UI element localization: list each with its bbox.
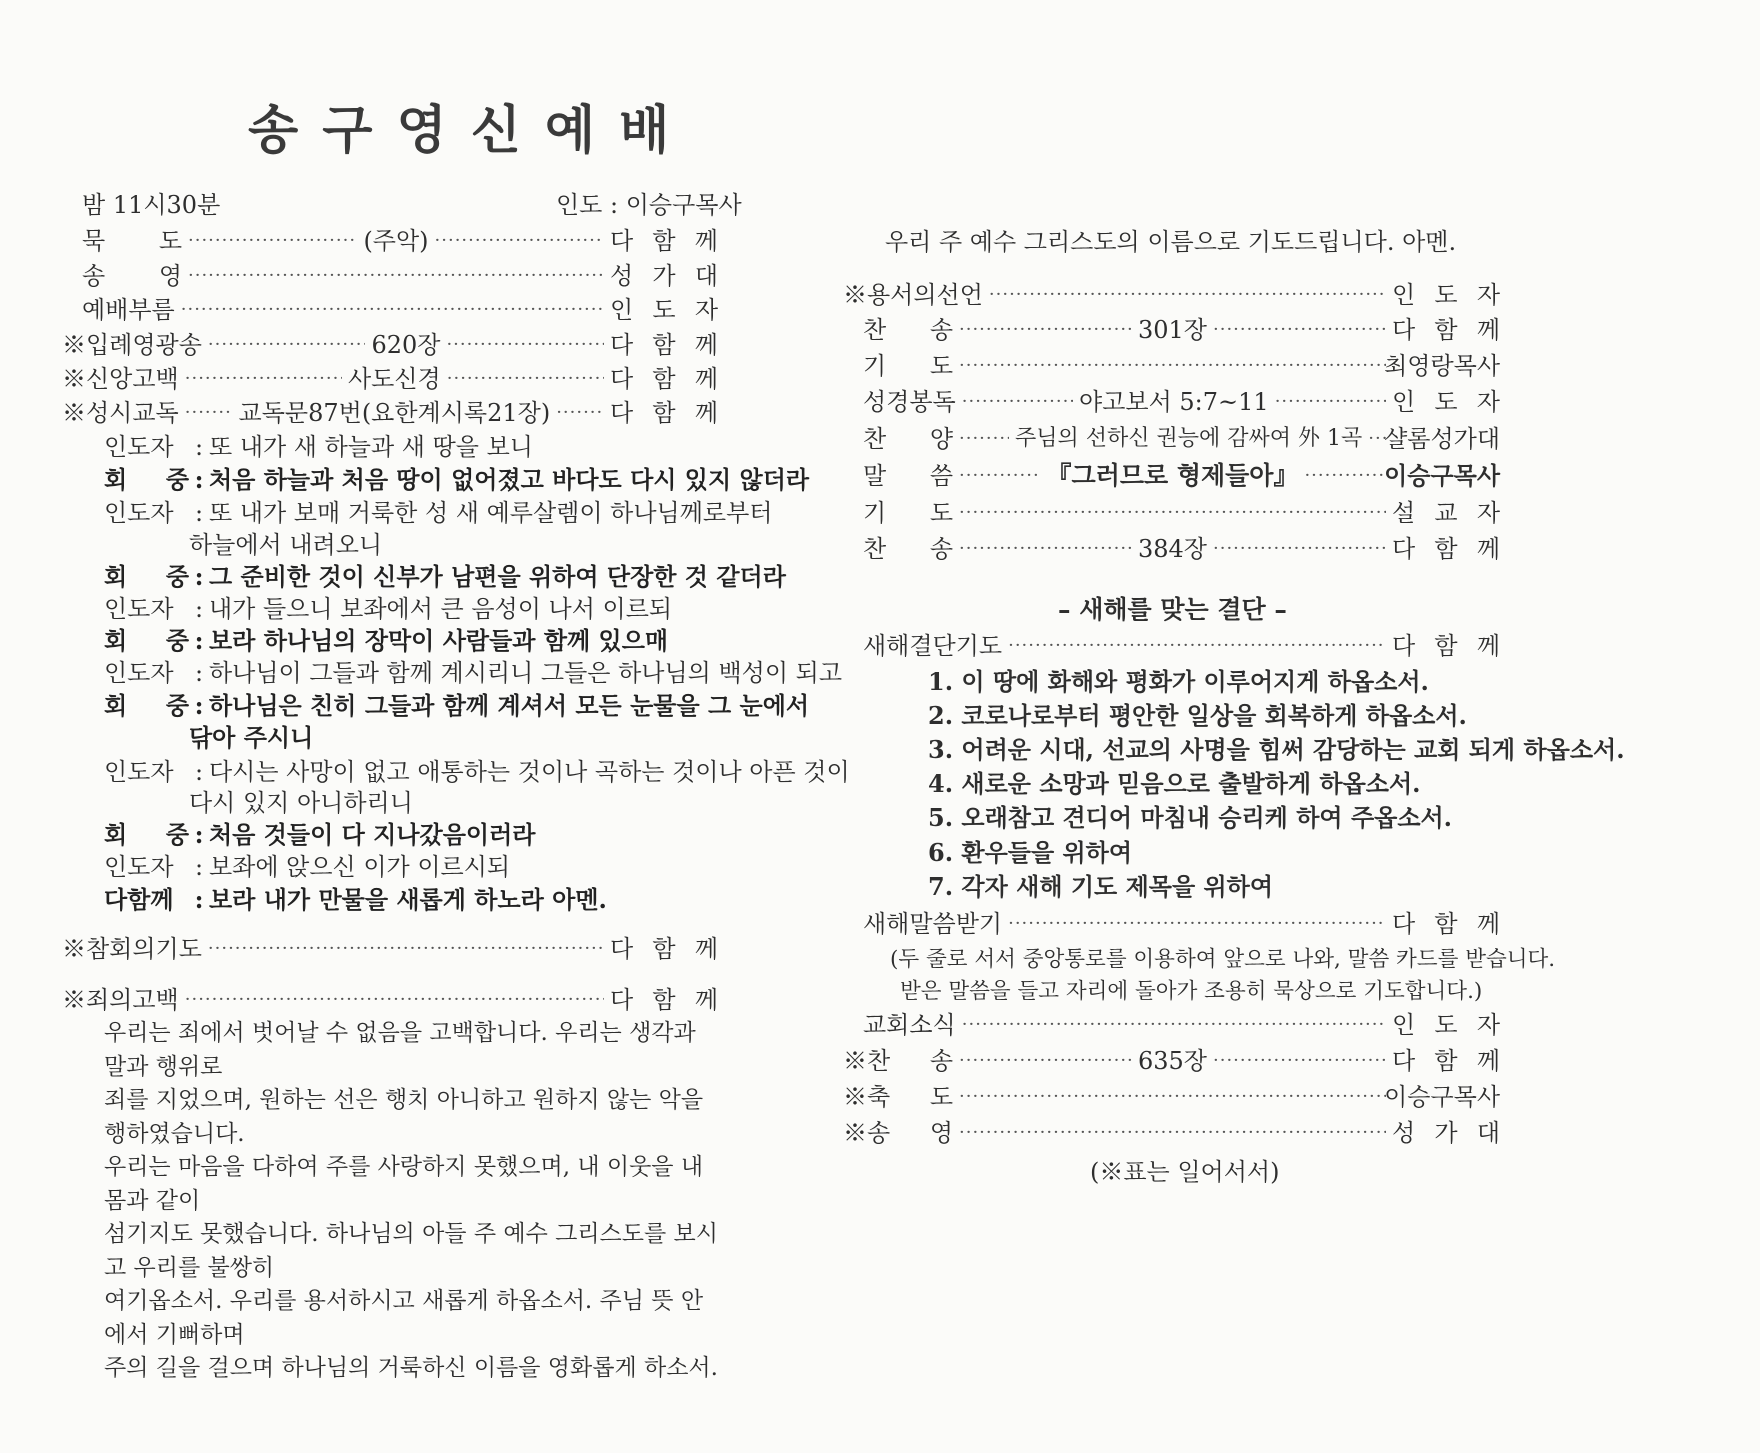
order-label: 성경봉독 [863,388,956,416]
order-label: 말 씀 [863,462,953,490]
order-detail: 384장 [1138,535,1207,563]
resolution-item: 3. 어려운 시대, 선교의 사명을 힘써 감당하는 교회 되게 하옵소서. [928,735,1625,764]
responsive-line: 회 중 : 처음 하늘과 처음 땅이 없어졌고 바다도 다시 있지 않더라 [104,465,810,494]
service-time: 밤 11시30분 [82,191,221,219]
order-item [843,1044,1500,1078]
order-item [82,293,718,327]
order-item [863,313,1500,347]
resolution-item: 5. 오래참고 견디어 마침내 승리케 하여 주옵소서. [928,803,1453,832]
order-detail: 야고보서 5:7~11 [1079,388,1269,416]
order-item [863,459,1500,493]
order-participant: 다 함 께 [1392,535,1500,563]
order-item [62,983,718,1017]
order-item [62,932,718,966]
footnote: (※표는 일어서서) [1090,1158,1280,1186]
order-item [863,1008,1500,1042]
responsive-line: 닦아 주시니 [189,723,314,752]
order-label: ※송 영 [843,1119,953,1147]
order-label: 기 도 [863,352,953,380]
order-label: ※죄의고백 [62,986,179,1014]
order-participant: 최영랑목사 [1384,352,1500,380]
responsive-line: 회 중 : 보라 하나님의 장막이 사람들과 함께 있으매 [104,626,669,655]
responsive-line: 인도자 : 다시는 사망이 없고 애통하는 것이나 곡하는 것이나 아픈 것이 [104,758,850,786]
order-item [863,496,1500,530]
order-participant: 인 도 자 [610,296,718,324]
order-label: ※참회의기도 [62,935,202,963]
order-item [843,1116,1500,1150]
word-card-note: (두 줄로 서서 중앙통로를 이용하여 앞으로 나와, 말씀 카드를 받습니다. [890,947,1556,972]
order-participant: 이승구목사 [1384,1083,1500,1111]
order-participant: 이승구목사 [1384,461,1500,490]
order-label: 예배부름 [82,296,175,324]
order-participant: 인 도 자 [1392,1011,1500,1039]
order-label: 교회소식 [863,1011,956,1039]
order-participant: 다 함 께 [1392,316,1500,344]
order-item [62,328,718,362]
order-participant: 다 함 께 [610,399,718,427]
responsive-line: 다함께 : 보라 내가 만물을 새롭게 하노라 아멘. [104,885,607,914]
sermon-title: 『그러므로 형제들아』 [1046,461,1299,490]
order-participant: 성 가 대 [610,262,718,290]
order-item [863,629,1500,663]
order-item [863,385,1500,419]
order-item [843,278,1500,312]
order-participant: 다 함 께 [610,986,718,1014]
resolution-item: 1. 이 땅에 화해와 평화가 이루어지게 하옵소서. [928,667,1429,696]
responsive-line: 다시 있지 아니하리니 [189,789,413,817]
order-label: ※찬 송 [843,1047,953,1075]
order-item [843,1080,1500,1114]
confession-text: 우리는 죄에서 벗어날 수 없음을 고백합니다. 우리는 생각과 말과 행위로 죄를 지었으며, 원하는 선은 행치 아니하고 원하지 않는 악을 행하였습니다. 우리는 마음을 다하여 주를 사랑하지 못했으며, 내 이웃을 내 몸과 같이 섬기지도 못했습니다. 하나님의 아들 주 예수 그리스도를 보시고 우리를 불쌍히 여기옵소서. 우리를 용서하시고 새롭게 하옵소서. 주님 뜻 안에서 기뻐하며 주의 길을 걸으며 하나님의 거룩하신 이름을 영화롭게 하소서. [104,1020,718,1381]
order-participant: 다 함 께 [609,331,718,359]
order-label: 새해말씀받기 [863,910,1003,938]
order-participant: 다 함 께 [1392,910,1500,938]
responsive-line: 하늘에서 내려오니 [189,531,383,559]
order-detail: 620장 [371,331,441,359]
order-participant: 샬롬성가대 [1384,425,1500,453]
order-label: 송 영 [82,262,182,290]
responsive-line: 회 중 : 처음 것들이 다 지나갔음이러라 [104,820,536,849]
responsive-line: 인도자 : 하나님이 그들과 함께 계시리니 그들은 하나님의 백성이 되고 [104,659,843,687]
responsive-line: 회 중 : 하나님은 친히 그들과 함께 계셔서 모든 눈물을 그 눈에서 [104,691,810,720]
resolution-item: 2. 코로나로부터 평안한 일상을 회복하게 하옵소서. [928,701,1467,730]
order-item [863,532,1500,566]
order-detail: 301장 [1138,316,1207,344]
order-detail: 교독문87번(요한계시록21장) [238,399,551,427]
order-label: ※축 도 [843,1083,953,1111]
order-detail: (주악) [363,227,429,255]
order-item [62,396,718,430]
responsive-line: 인도자 : 보좌에 앉으신 이가 이르시되 [104,853,511,881]
order-participant: 다 함 께 [1392,1047,1500,1075]
order-label: 기 도 [863,499,953,527]
order-detail: 주님의 선하신 권능에 감싸여 外 1곡 [1015,426,1363,451]
responsive-line: 인도자 : 내가 들으니 보좌에서 큰 음성이 나서 이르되 [104,595,673,623]
word-card-note: 받은 말씀을 들고 자리에 돌아가 조용히 묵상으로 기도합니다.) [900,979,1483,1004]
order-label: ※신앙고백 [62,365,179,393]
order-label: 묵 도 [82,227,182,255]
order-participant: 설 교 자 [1392,499,1500,527]
order-participant: 다 함 께 [610,365,718,393]
order-participant: 인 도 자 [1392,281,1500,309]
page-title: 송구영신예배 [248,101,694,161]
order-label: ※성시교독 [62,399,179,427]
resolution-item: 4. 새로운 소망과 믿음으로 출발하게 하옵소서. [928,769,1421,798]
order-participant: 다 함 께 [1392,632,1500,660]
resolution-item: 6. 환우들을 위하여 [928,838,1133,867]
service-leader: 인도 : 이승구목사 [556,191,742,219]
order-item [863,349,1500,383]
order-label: ※용서의선언 [843,281,983,309]
resolution-item: 7. 각자 새해 기도 제목을 위하여 [928,872,1274,901]
order-label: ※입례영광송 [62,331,202,359]
order-item [863,422,1500,456]
order-label: 찬 송 [863,316,953,344]
order-item [863,907,1500,941]
order-item [62,362,718,396]
prayer-close: 우리 주 예수 그리스도의 이름으로 기도드립니다. 아멘. [885,228,1457,256]
order-item [82,259,718,293]
order-detail: 사도신경 [348,365,441,393]
order-participant: 다 함 께 [609,227,718,255]
order-label: 찬 양 [863,425,953,453]
order-detail: 635장 [1138,1047,1207,1075]
order-participant: 성 가 대 [1392,1119,1500,1147]
order-participant: 다 함 께 [610,935,718,963]
order-label: 새해결단기도 [863,632,1003,660]
order-label: 찬 송 [863,535,953,563]
responsive-line: 인도자 : 또 내가 보매 거룩한 성 새 예루살렘이 하나님께로부터 [104,499,773,527]
order-participant: 인 도 자 [1391,388,1500,416]
section-heading: – 새해를 맞는 결단 – [1058,595,1287,624]
responsive-line: 회 중 : 그 준비한 것이 신부가 남편을 위하여 단장한 것 같더라 [104,562,786,591]
order-item [82,224,718,258]
responsive-line: 인도자 : 또 내가 새 하늘과 새 땅을 보니 [104,433,533,461]
